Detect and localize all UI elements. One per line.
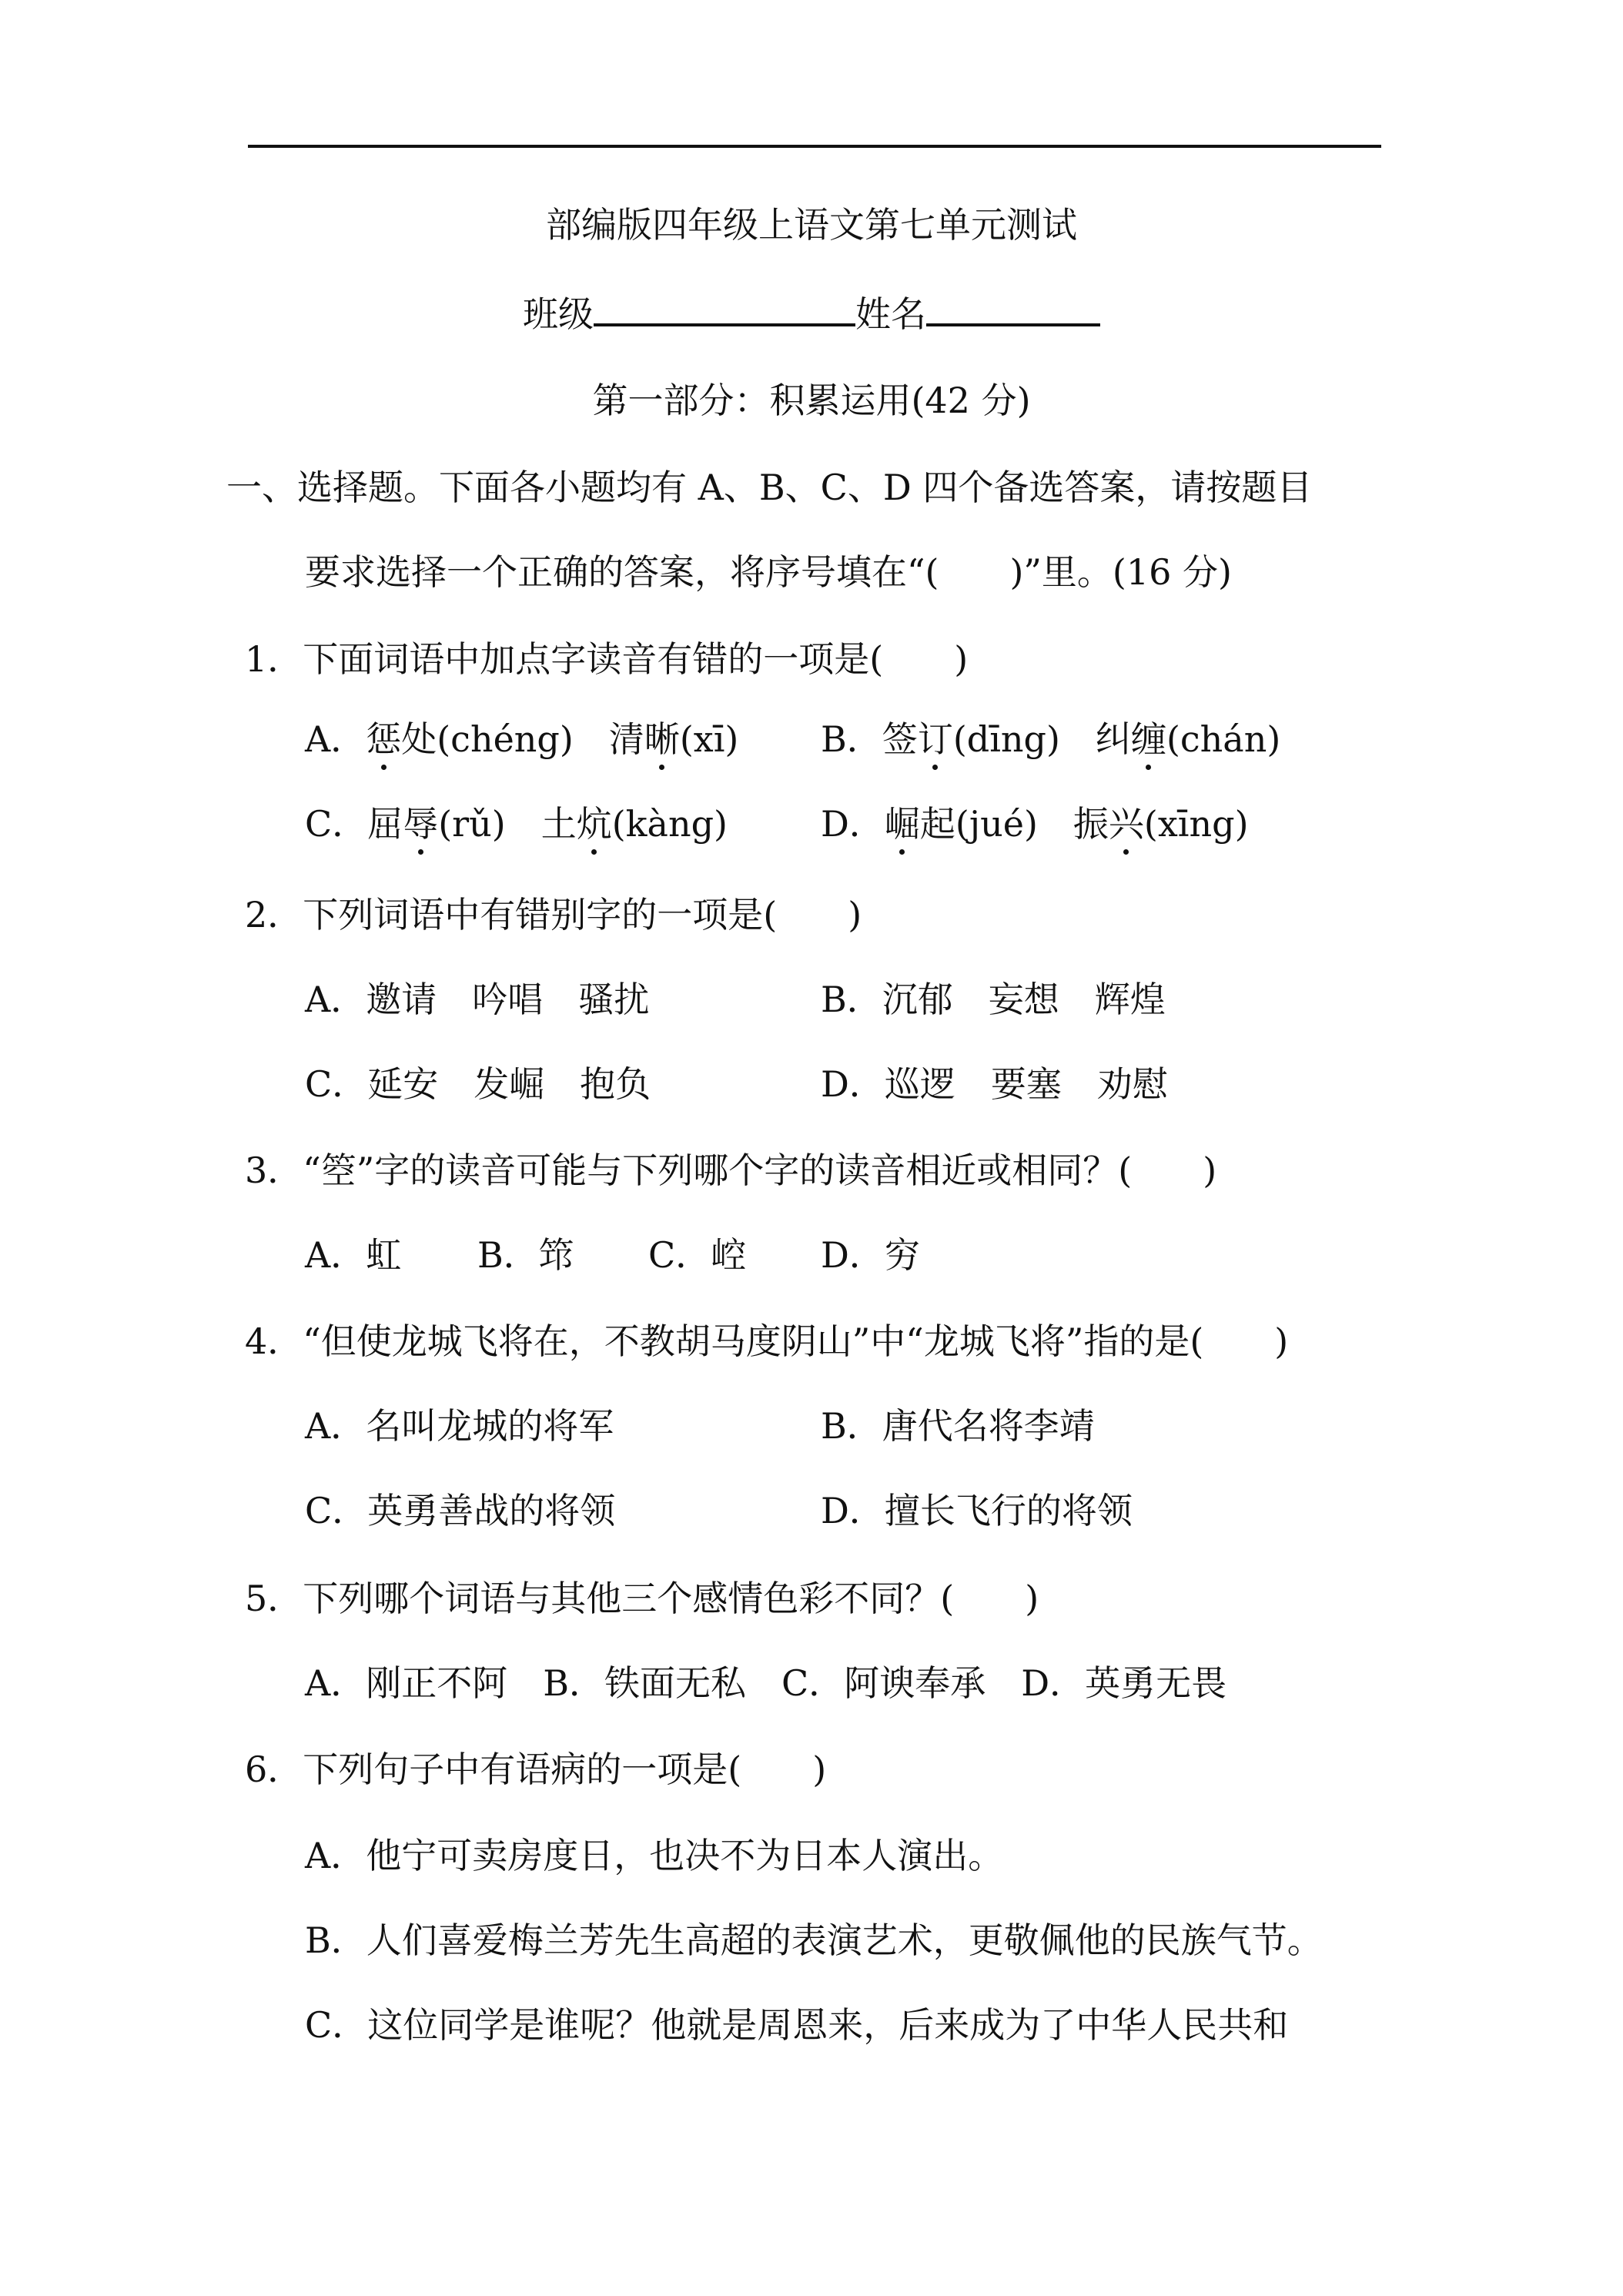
name-label: 姓名 [855,293,926,335]
emphasis-char: 缠 [1131,716,1166,762]
emphasis-char: 辱 [403,801,438,847]
question-5-stem: 5．下列哪个词语与其他三个感情色彩不同？( ) [245,1578,1039,1619]
question-2-option-a: A．邀请 吟唱 骚扰 [305,979,650,1020]
question-4-option-a: A．名叫龙城的将军 [305,1405,614,1447]
question-3-option-c: C．崆 [648,1234,747,1276]
question-3-option-d: D．穷 [821,1234,920,1276]
question-1-option-c: C．屈辱(rǔ) 土炕(kàng) [305,801,728,847]
question-6-option-b: B．人们喜爱梅兰芳先生高超的表演艺术，更敬佩他的民族气节。 [305,1919,1323,1961]
question-2-option-d: D．巡逻 要塞 劝慰 [821,1063,1168,1105]
question-6-option-a: A．他宁可卖房度日，也决不为日本人演出。 [305,1835,1004,1876]
class-blank[interactable] [594,290,855,326]
question-2-option-b: B．沉郁 妄想 辉煌 [821,979,1166,1020]
exam-title: 部编版四年级上语文第七单元测试 [546,204,1077,246]
emphasis-char: 惩 [366,716,401,762]
question-3-option-a: A．虹 [305,1234,402,1276]
student-info-row [0,290,1623,337]
question-4-option-b: B．唐代名将李靖 [821,1405,1095,1447]
question-3-stem: 3．“箜”字的读音可能与下列哪个字的读音相近或相同？( ) [245,1150,1217,1191]
question-4-option-d: D．擅长飞行的将领 [821,1490,1133,1531]
question-2-option-c: C．延安 发崛 抱负 [305,1063,651,1105]
name-blank[interactable] [926,290,1100,326]
part-title: 第一部分：积累运用(42 分) [592,380,1031,421]
question-4-stem: 4．“但使龙城飞将在，不教胡马度阴山”中“龙城飞将”指的是( ) [245,1320,1289,1362]
question-5-options: A．刚正不阿 B．铁面无私 C．阿谀奉承 D．英勇无畏 [305,1662,1227,1704]
question-1-option-d: D．崛起(jué) 振兴(xīng) [821,801,1249,847]
class-label: 班级 [523,293,594,335]
question-6-option-c: C．这位同学是谁呢？他就是周恩来，后来成为了中华人民共和 [305,2004,1289,2046]
question-6-stem: 6．下列句子中有语病的一项是( ) [245,1749,827,1790]
question-1-option-b: B．签订(dīng) 纠缠(chán) [821,716,1280,762]
section1-instruction-line2: 要求选择一个正确的答案，将序号填在“( )”里。(16 分) [305,551,1232,593]
emphasis-char: 崛 [885,801,920,847]
emphasis-char: 晰 [644,716,680,762]
question-4-option-c: C．英勇善战的将领 [305,1490,616,1531]
emphasis-char: 炕 [577,801,612,847]
section1-instruction-line1: 一、选择题。下面各小题均有 A、B、C、D 四个备选答案，请按题目 [226,467,1313,508]
top-rule [248,145,1381,148]
emphasis-char: 兴 [1109,801,1144,847]
question-1-stem: 1．下面词语中加点字读音有错的一项是( ) [245,638,969,680]
question-3-option-b: B．筇 [477,1234,574,1276]
question-2-stem: 2．下列词语中有错别字的一项是( ) [245,894,862,935]
emphasis-char: 订 [918,716,953,762]
question-1-option-a: A．惩处(chéng) 清晰(xī) [305,716,738,762]
